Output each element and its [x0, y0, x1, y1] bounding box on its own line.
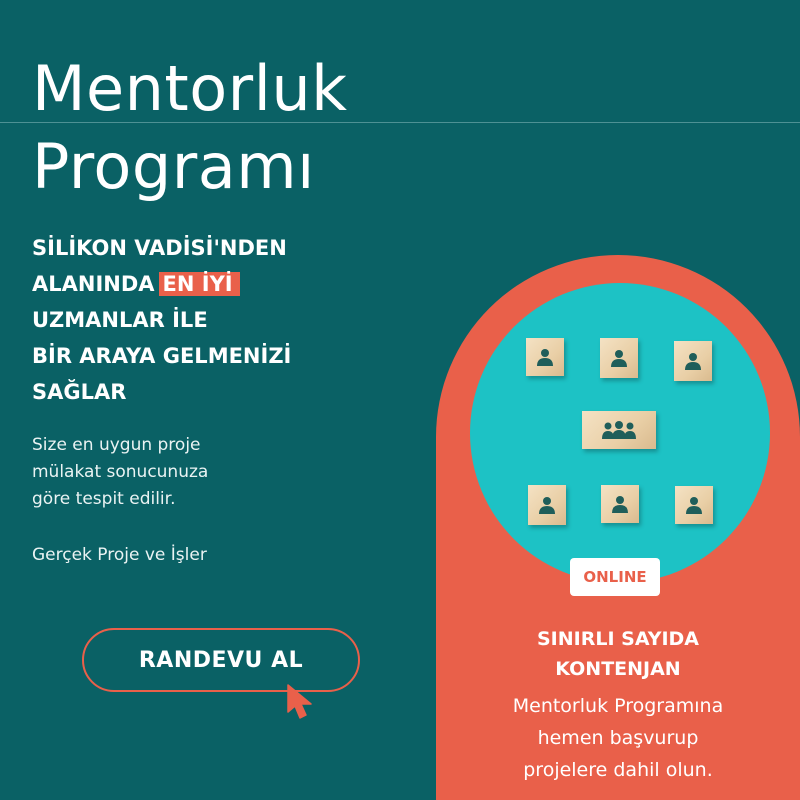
headline-line-1: SİLİKON VADİSİ'NDEN [32, 236, 287, 260]
limited-quota [436, 624, 800, 684]
headline [32, 230, 291, 410]
cursor-arrow-icon [284, 682, 320, 722]
headline-line-3: UZMANLAR İLE [32, 308, 208, 332]
description [32, 432, 208, 513]
person-block [601, 485, 639, 523]
person-block [675, 486, 713, 524]
note-line-1: Mentorluk Programına [512, 695, 724, 717]
headline-line-4: BİR ARAYA GELMENİZİ [32, 344, 292, 368]
application-note [436, 690, 800, 786]
page-title [32, 50, 348, 206]
title-line-2: Programı [32, 130, 315, 203]
description-line-3: göre tespit edilir. [32, 489, 176, 509]
person-block [526, 338, 564, 376]
mentor-network-image [470, 283, 770, 583]
note-line-2: hemen başvurup [537, 727, 699, 749]
description-line-2: mülakat sonucunuza [32, 462, 209, 482]
person-icon [535, 347, 555, 367]
feature-text: Gerçek Proje ve İşler [32, 545, 207, 565]
title-line-1: Mentorluk [32, 52, 348, 125]
online-badge: ONLINE [570, 558, 660, 596]
headline-line-5: SAĞLAR [32, 380, 127, 404]
person-icon [683, 351, 703, 371]
person-icon [610, 494, 630, 514]
headline-line-2 [32, 266, 291, 302]
group-block [582, 411, 656, 449]
person-block [674, 341, 712, 381]
person-icon [684, 495, 704, 515]
limited-line-1: SINIRLI SAYIDA [536, 628, 700, 650]
person-icon [537, 495, 557, 515]
appointment-button-label: RANDEVU AL [138, 647, 304, 673]
note-line-3: projelere dahil olun. [523, 759, 713, 781]
headline-line-2-text: ALANINDA [32, 272, 155, 296]
description-line-1: Size en uygun proje [32, 435, 201, 455]
person-block [528, 485, 566, 525]
headline-highlight: EN İYİ [159, 272, 240, 296]
person-icon [609, 348, 629, 368]
person-block [600, 338, 638, 378]
limited-line-2: KONTENJAN [555, 658, 681, 680]
group-icon [601, 420, 637, 440]
